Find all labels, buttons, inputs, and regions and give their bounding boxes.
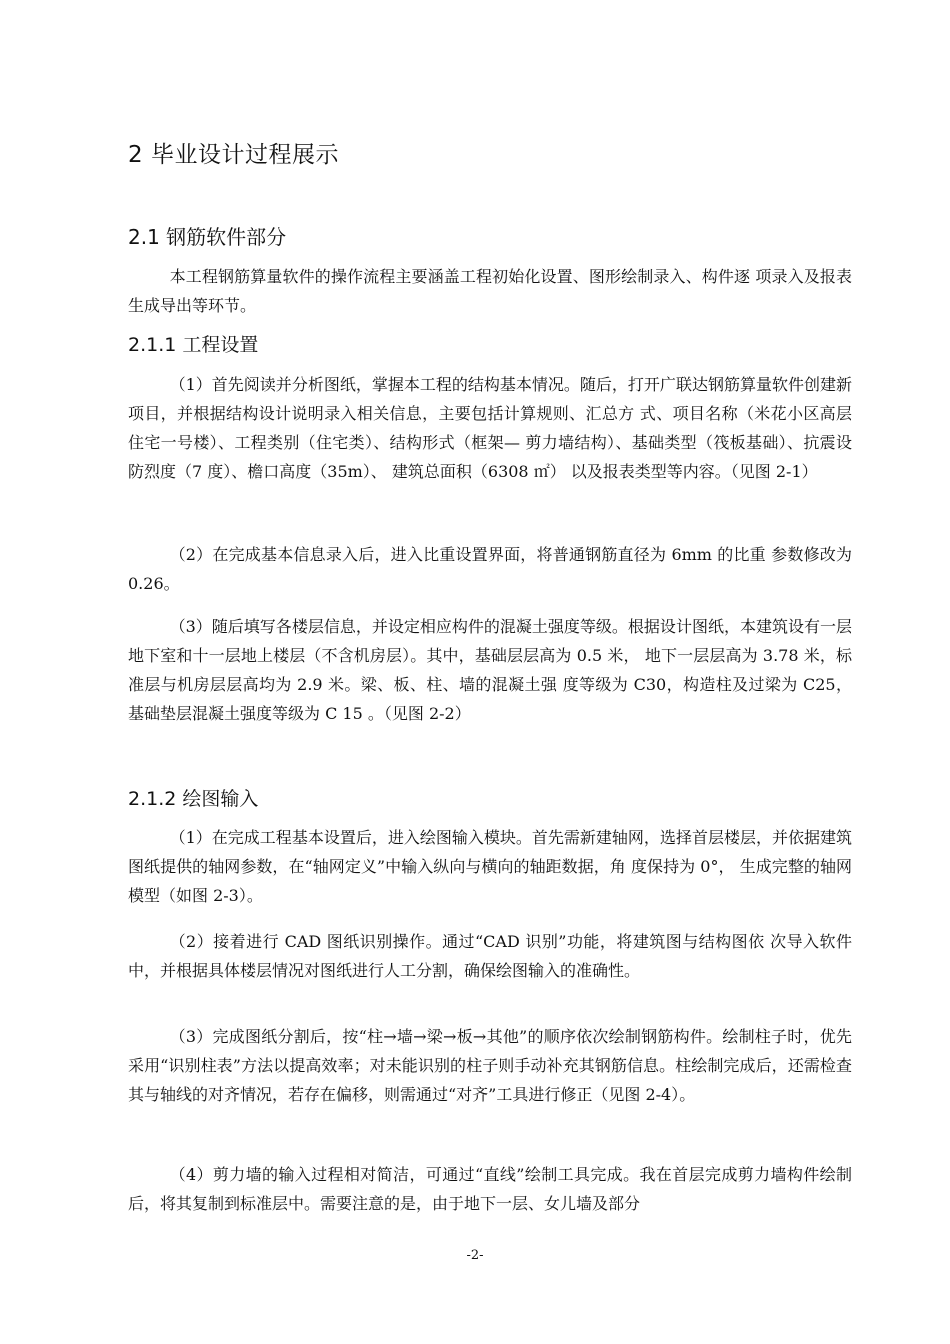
paragraph-211-3: （3）随后填写各楼层信息，并设定相应构件的混凝土强度等级。根据设计图纸，本建筑设有一层地下室和十一层地上楼层（不含机房层）。其中，基础层层高为 0.5 米， 地下一层层高为 3.78 米，标准层与机房层层高均为 2.9 米。梁、板、柱、墙的混凝土强 度等级为 C30，构造柱及过梁为 C25，基础垫层混凝土强度等级为 C 15 。（见图 2-2） [128, 617, 852, 723]
paragraph-211-2: （2）在完成基本信息录入后，进入比重设置界面，将普通钢筋直径为 6mm 的比重 参数修改为 0.26。 [128, 545, 852, 593]
intro-paragraph: 本工程钢筋算量软件的操作流程主要涵盖工程初始化设置、图形绘制录入、构件逐 项录入及报表生成导出等环节。 [128, 267, 852, 315]
subsection-heading-212: 2.1.2 绘图输入 [128, 788, 259, 810]
chapter-heading: 2 毕业设计过程展示 [128, 142, 339, 168]
paragraph-212-3: （3）完成图纸分割后，按“柱→墙→梁→板→其他”的顺序依次绘制钢筋构件。绘制柱子时，优先采用“识别柱表”方法以提高效率；对未能识别的柱子则手动补充其钢筋信息。柱绘制完成后，还需检查其与轴线的对齐情况，若存在偏移，则需通过“对齐”工具进行修正（见图 2-4）。 [128, 1027, 852, 1104]
paragraph-211-1: （1）首先阅读并分析图纸，掌握本工程的结构基本情况。随后，打开广联达钢筋算量软件创建新项目，并根据结构设计说明录入相关信息，主要包括计算规则、汇总方 式、项目名称（米花小区高层住宅一号楼）、工程类别（住宅类）、结构形式（框架— 剪力墙结构）、基础类型（筏板基础）、抗震设防烈度（7 度）、檐口高度（35m）、 建筑总面积（6308 ㎡） 以及报表类型等内容。（见图 2-1） [128, 375, 852, 481]
section-heading: 2.1 钢筋软件部分 [128, 225, 287, 249]
paragraph-212-2: （2）接着进行 CAD 图纸识别操作。通过“CAD 识别”功能，将建筑图与结构图依 次导入软件中，并根据具体楼层情况对图纸进行人工分割，确保绘图输入的准确性。 [128, 932, 852, 980]
page-number: -2- [466, 1248, 484, 1263]
paragraph-212-4: （4）剪力墙的输入过程相对简洁，可通过“直线”绘制工具完成。我在首层完成剪力墙构件绘制后，将其复制到标准层中。需要注意的是，由于地下一层、女儿墙及部分 [128, 1165, 852, 1213]
paragraph-212-1: （1）在完成工程基本设置后，进入绘图输入模块。首先需新建轴网，选择首层楼层，并依据建筑图纸提供的轴网参数，在“轴网定义”中输入纵向与横向的轴距数据，角 度保持为 0°， 生成完整的轴网模型（如图 2-3）。 [128, 828, 852, 905]
subsection-heading-211: 2.1.1 工程设置 [128, 334, 259, 356]
